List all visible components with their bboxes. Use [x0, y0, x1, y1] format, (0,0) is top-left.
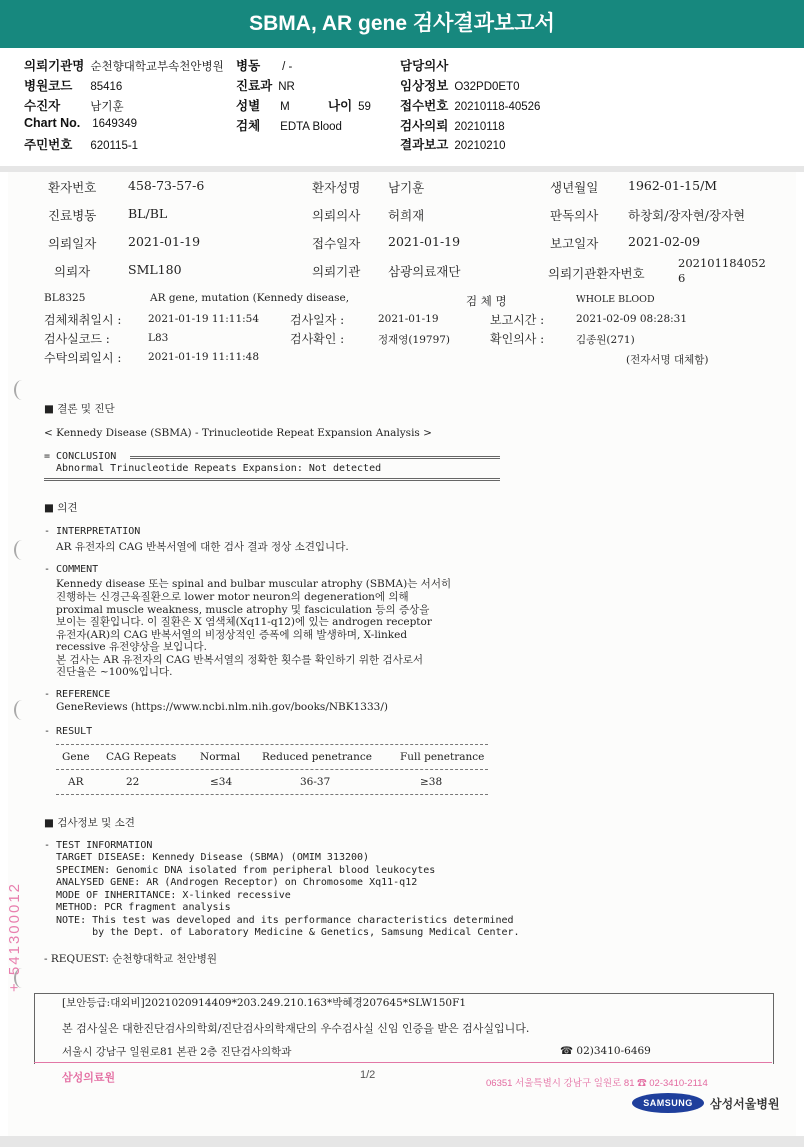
reporttime-value: 2021-02-09 08:28:31 — [576, 313, 688, 325]
confirm-label: 확인의사 : — [490, 332, 545, 346]
request-date-field: 검사의뢰 20210118 — [400, 119, 505, 133]
reference-text: GeneReviews (https://www.ncbi.nlm.nih.gov/books/NBK1333/) — [56, 701, 388, 713]
conclusion-rule — [44, 478, 500, 481]
sex-field: 성별 M — [236, 99, 290, 113]
specimen-field: 검체 EDTA Blood — [236, 119, 342, 133]
result-cell-reduced: 36-37 — [300, 776, 331, 788]
pid-value: 458-73-57-6 — [128, 178, 205, 193]
scan-mark — [14, 700, 30, 720]
rrn-field: 주민번호 620115-1 — [24, 138, 139, 152]
institution-field: 의뢰기관명 순천향대학교부속천안병원 — [24, 59, 224, 73]
conclusion-text: Abnormal Trinucleotide Repeats Expansion: Not detected — [56, 463, 382, 474]
recvdate-value: 2021-01-19 — [388, 234, 461, 249]
certification-line: 본 검사실은 대한진단검사의학회/진단검사의학재단의 우수검사실 신임 인증을 받은 검사실입니다. — [62, 1022, 530, 1035]
testinfo-line: MODE OF INHERITANCE: X-linked recessive — [56, 890, 291, 901]
report-title: SBMA, AR gene 검사결과보고서 — [0, 0, 804, 48]
testinfo-line: by the Dept. of Laboratory Medicine & Genetics, Samsung Medical Center. — [56, 927, 520, 938]
comment-line: 진행하는 신경근육질환으로 lower motor neuron의 degeneration에 의해 — [56, 591, 409, 603]
clinical-info-field: 임상정보 O32PD0ET0 — [400, 79, 520, 93]
comment-line: recessive 유전양상을 보입니다. — [56, 641, 207, 653]
ward-value: BL/BL — [128, 206, 168, 221]
brand-right: 삼성서울병원 — [710, 1097, 780, 1111]
consign-label: 수탁의뢰일시 : — [44, 351, 122, 365]
verify-value: 정재영(19797) — [378, 334, 451, 346]
reader-value: 하창회/장자현/장자현 — [628, 208, 746, 223]
security-line: [보안등급:대외비]2021020914409*203.249.210.163*박혜경207645*SLW150F1 — [62, 997, 467, 1009]
page-number: 1/2 — [360, 1069, 376, 1081]
room-value: L83 — [148, 332, 169, 344]
lab-address: 서울시 강남구 일원로81 본관 2층 진단검사의학과 — [62, 1046, 292, 1058]
testinfo-line: ANALYSED GENE: AR (Androgen Receptor) on Chromosome Xq11-q12 — [56, 877, 418, 888]
pid-label: 환자번호 — [48, 180, 97, 195]
result-rule — [56, 794, 488, 795]
comment-line: 본 검사는 AR 유전자의 CAG 반복서열의 정확한 횟수를 확인하기 위한 검사로서 — [56, 654, 424, 666]
recvdate-label: 접수일자 — [312, 236, 361, 251]
comment-line: 보이는 질환입니다. 이 질환은 X 염색체(Xq11-q12)에 있는 androgen receptor — [56, 616, 432, 628]
dob-label: 생년월일 — [550, 180, 599, 195]
chart-no-field: Chart No. 1649349 — [24, 116, 138, 130]
result-cell-full: ≥38 — [420, 776, 443, 788]
result-header-full: Full penetrance — [400, 751, 485, 763]
bottom-band — [0, 1136, 804, 1147]
repdate-value: 2021-02-09 — [628, 234, 701, 249]
side-serial-number: + 541300012 — [6, 881, 23, 992]
report-header — [0, 48, 804, 166]
comment-line: Kennedy disease 또는 spinal and bulbar muscular atrophy (SBMA)는 서서히 — [56, 578, 452, 590]
result-rule — [56, 744, 488, 745]
comment-line: 유전자(AR)의 CAG 반복서열의 비정상적인 증폭에 의해 발생하며, X-linked — [56, 629, 408, 641]
result-label: - RESULT — [44, 726, 93, 737]
opinion-heading: ■ 의견 — [44, 502, 78, 514]
esign-note: (전자서명 대체함) — [626, 354, 709, 366]
room-label: 검사실코드 : — [44, 332, 110, 346]
dob-value: 1962-01-15/M — [628, 178, 718, 193]
reqdate-label: 의뢰일자 — [48, 236, 97, 251]
doctor-value: 허희재 — [388, 208, 425, 223]
comment-line: 진단율은 ~100%입니다. — [56, 666, 173, 678]
requester-value: SML180 — [128, 262, 182, 277]
specimen-name-value: WHOLE BLOOD — [576, 294, 655, 305]
ward-field: 병동 / - — [236, 59, 293, 73]
conclusion-label: = CONCLUSION — [44, 451, 117, 462]
result-header-gene: Gene — [62, 751, 90, 763]
collect-label: 검체채취일시 : — [44, 313, 122, 327]
orgpid-label: 의뢰기관환자번호 — [548, 266, 645, 281]
testinfo-line: SPECIMEN: Genomic DNA isolated from peripheral blood leukocytes — [56, 865, 436, 876]
report-date-field: 결과보고 20210210 — [400, 138, 506, 152]
doctor-label: 의뢰의사 — [312, 208, 361, 223]
attending-field: 담당의사 — [400, 59, 449, 73]
orgpid-value-2: 6 — [678, 271, 686, 285]
comment-line: proximal muscle weakness, muscle atrophy 및 fasciculation 등의 증상을 — [56, 604, 430, 616]
result-header-cag: CAG Repeats — [106, 751, 177, 763]
testinfo-line: TARGET DISEASE: Kennedy Disease (SBMA) (OMIM 313200) — [56, 852, 370, 863]
request-line: - REQUEST: 순천향대학교 천안병원 — [44, 953, 218, 965]
age-field: 나이 59 — [328, 99, 371, 113]
orgpid-value-1: 202101184052 — [678, 256, 766, 270]
hospital-address: 06351 서울특별시 강남구 일원로 81 ☎ 02-3410-2114 — [486, 1078, 708, 1089]
result-cell-normal: ≤34 — [210, 776, 233, 788]
scan-mark — [14, 540, 30, 560]
samsung-logo: SAMSUNG — [632, 1093, 704, 1113]
interpretation-label: - INTERPRETATION — [44, 526, 141, 537]
reqdate-value: 2021-01-19 — [128, 234, 201, 249]
receipt-no-field: 접수번호 20210118-40526 — [400, 99, 541, 113]
test-code: BL8325 — [44, 292, 86, 304]
test-name: AR gene, mutation (Kennedy disease, — [150, 292, 350, 304]
specimen-name-label: 검 체 명 — [466, 294, 507, 308]
conclusion-title: < Kennedy Disease (SBMA) - Trinucleotide Repeat Expansion Analysis > — [44, 427, 432, 439]
reference-label: - REFERENCE — [44, 689, 111, 700]
result-cell-cag: 22 — [126, 776, 140, 788]
confirm-value: 김종원(271) — [576, 334, 635, 346]
scan-mark — [14, 380, 30, 400]
result-header-reduced: Reduced penetrance — [262, 751, 373, 763]
pname-value: 남기훈 — [388, 180, 425, 195]
collect-value: 2021-01-19 11:11:54 — [148, 313, 260, 325]
comment-label: - COMMENT — [44, 564, 99, 575]
pname-label: 환자성명 — [312, 180, 361, 195]
patient-field: 수진자 남기훈 — [24, 99, 124, 113]
result-rule — [56, 769, 488, 770]
reporttime-label: 보고시간 : — [490, 313, 545, 327]
brand-left: 삼성의료원 — [62, 1072, 116, 1084]
requester-label: 의뢰자 — [54, 264, 91, 279]
testinfo-line: METHOD: PCR fragment analysis — [56, 902, 231, 913]
testinfo-heading: ■ 검사정보 및 소견 — [44, 817, 135, 829]
verify-label: 검사확인 : — [290, 332, 345, 346]
footer-pink-rule — [34, 1062, 772, 1063]
conclusion-rule — [130, 456, 500, 459]
result-cell-gene: AR — [68, 776, 84, 788]
result-header-normal: Normal — [200, 751, 241, 763]
reqorg-label: 의뢰기관 — [312, 264, 361, 279]
reqorg-value: 삼광의료재단 — [388, 264, 461, 279]
lab-phone: ☎ 02)3410-6469 — [560, 1045, 651, 1057]
hospital-code-field: 병원코드 85416 — [24, 79, 123, 93]
testinfo-label: - TEST INFORMATION — [44, 840, 153, 851]
reader-label: 판독의사 — [550, 208, 599, 223]
testinfo-line: NOTE: This test was developed and its performance characteristics determined — [56, 915, 514, 926]
repdate-label: 보고일자 — [550, 236, 599, 251]
testdate-label: 검사일자 : — [290, 313, 345, 327]
conclusion-heading: ■ 결론 및 진단 — [44, 403, 115, 415]
ward-label: 진료병동 — [48, 208, 97, 223]
interpretation-text: AR 유전자의 CAG 반복서열에 대한 검사 결과 정상 소견입니다. — [56, 541, 349, 553]
dept-field: 진료과 NR — [236, 79, 295, 93]
consign-value: 2021-01-19 11:11:48 — [148, 351, 260, 363]
testdate-value: 2021-01-19 — [378, 313, 439, 325]
